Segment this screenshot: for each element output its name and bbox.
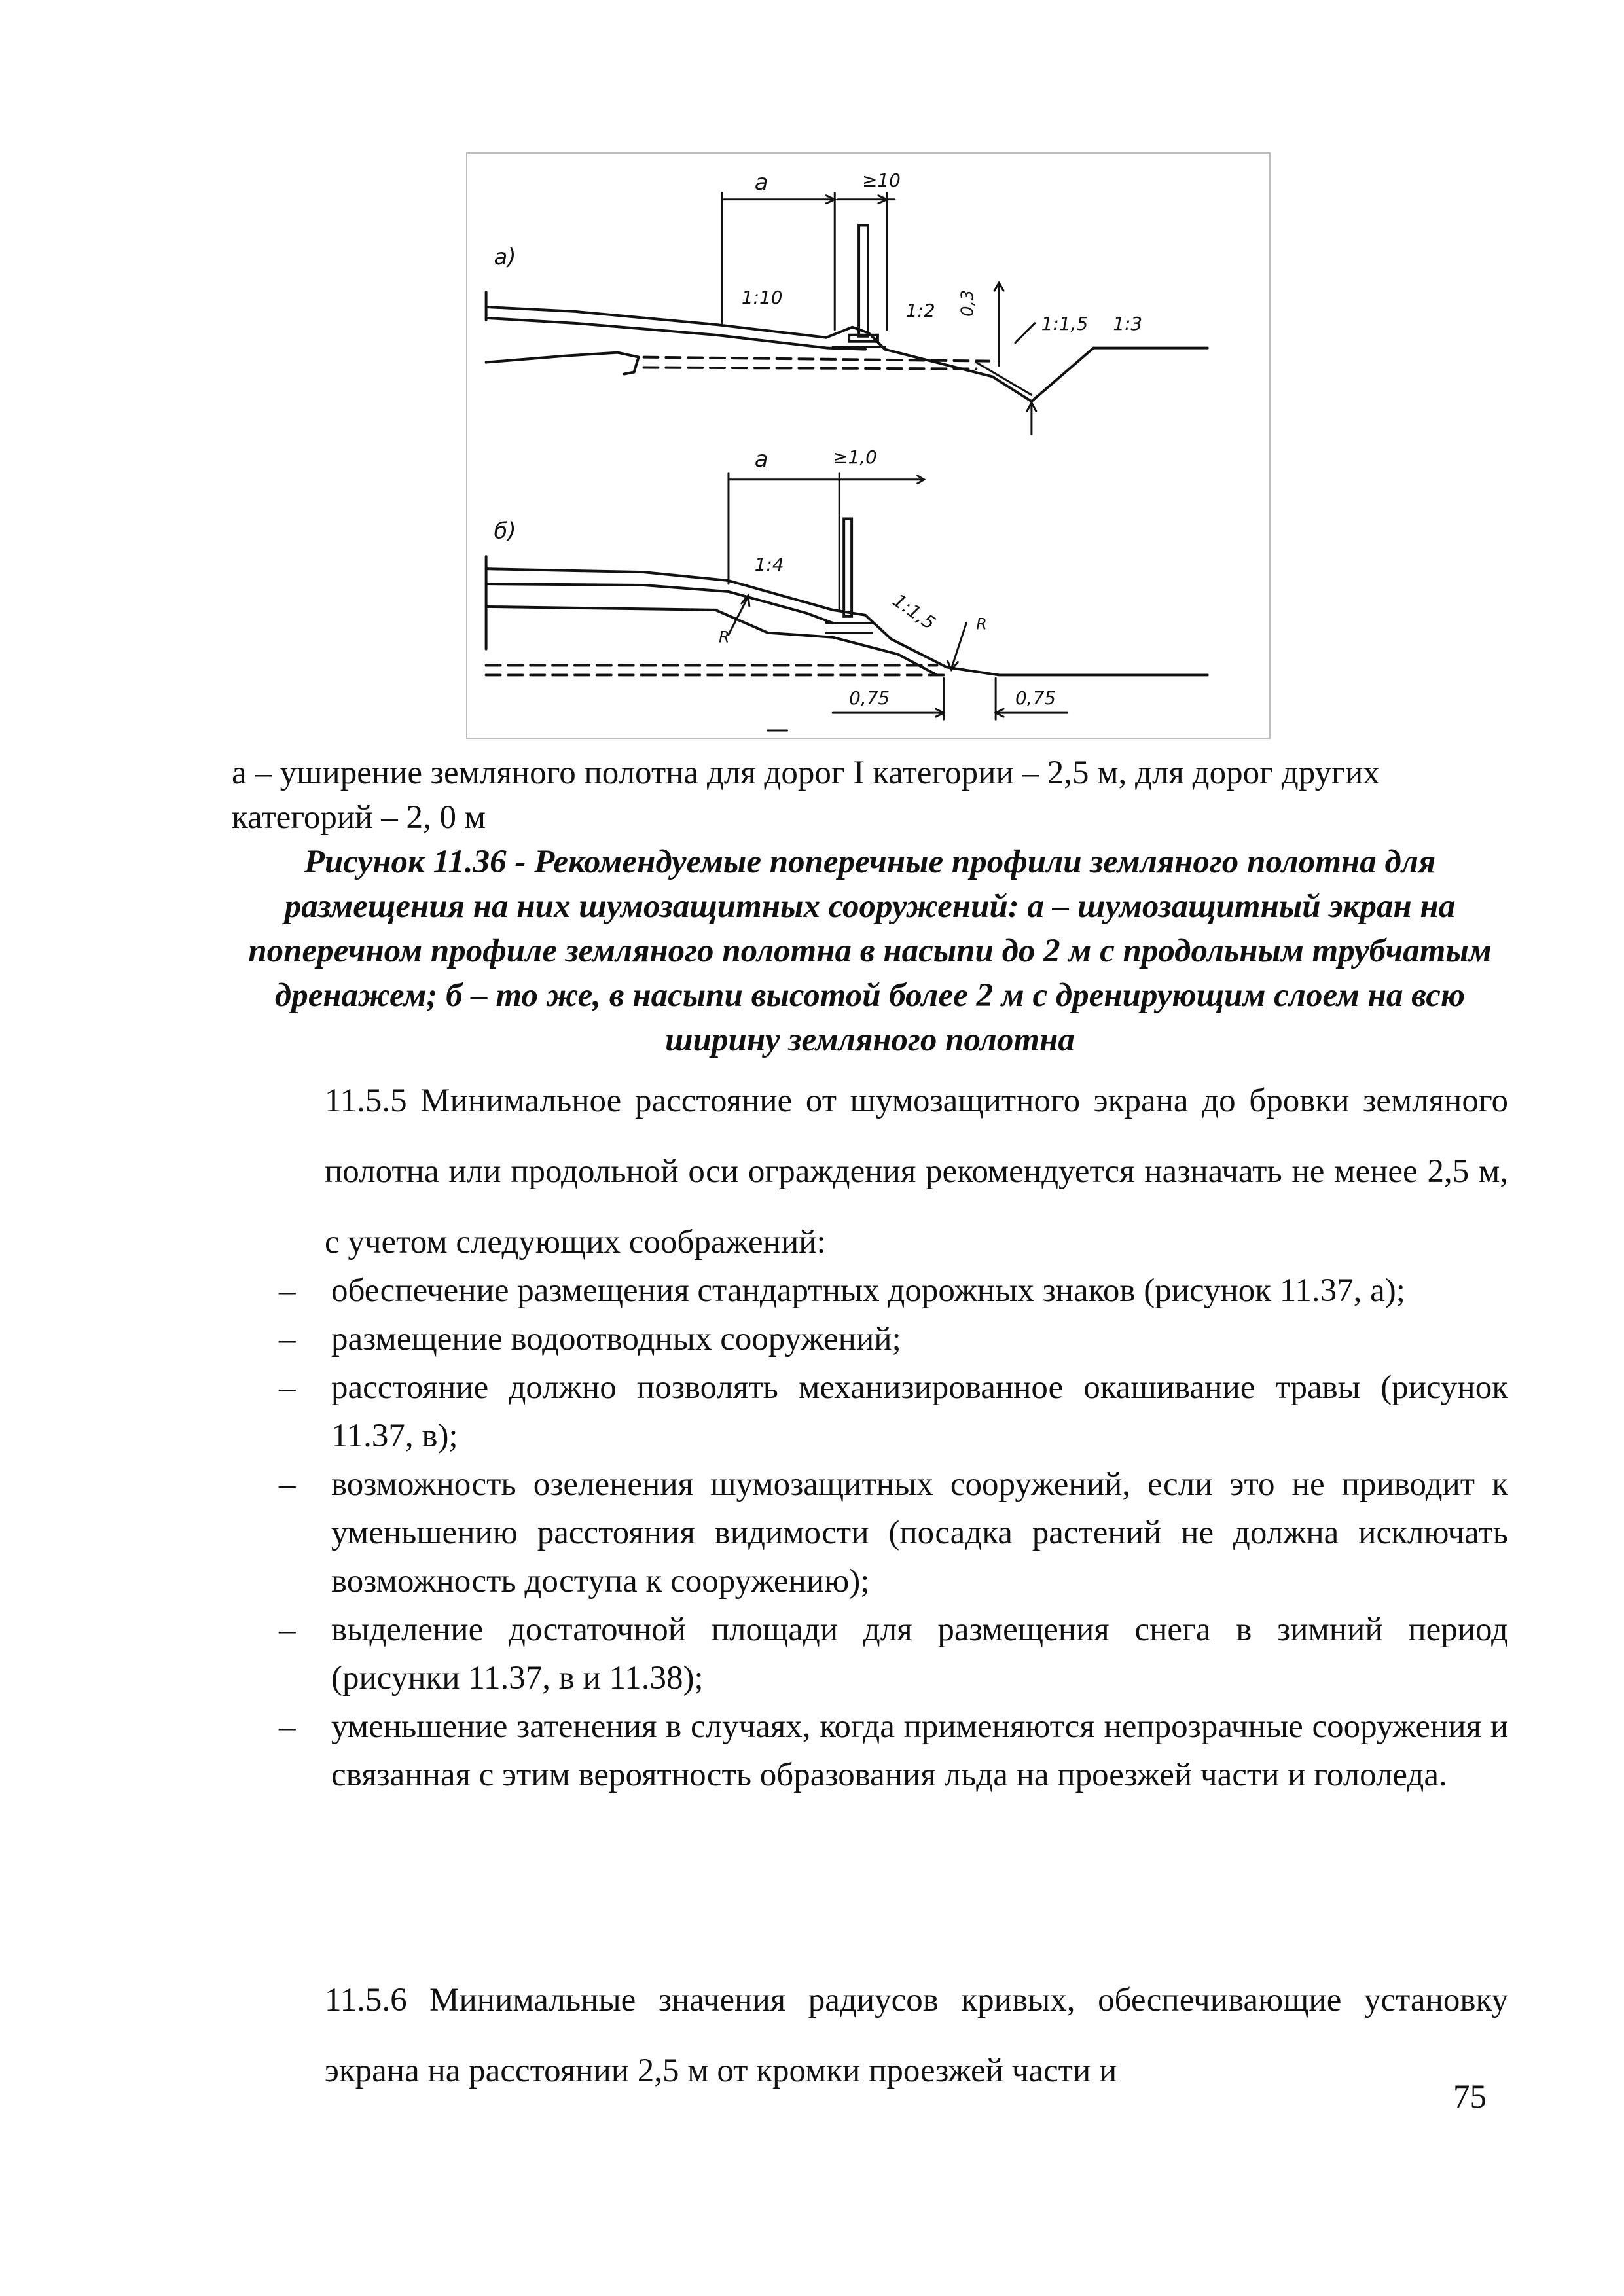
slope-1-4: 1:4 xyxy=(754,554,784,576)
considerations-list xyxy=(232,1266,1508,1799)
slope-1-15-top: 1:1,5 xyxy=(1041,312,1089,334)
profile-drawing xyxy=(467,154,1269,738)
list-item: – выделение достаточной площади для размещения снега в зимний период (рисунки 11.37, в и 11.38); xyxy=(232,1605,1508,1702)
paragraph-11-5-5-text: 11.5.5 Минимальное расстояние от шумозащитного экрана до бровки земляного полотна или продольной оси ограждения рекомендуется назначать не менее 2,5 м, с учетом следующих соображений: xyxy=(325,1083,1508,1261)
label-a: а) xyxy=(494,244,516,270)
list-dash: – xyxy=(279,1708,296,1745)
figure-cross-sections xyxy=(466,152,1271,739)
list-item: – возможность озеленения шумозащитных сооружений, если это не приводит к уменьшению расстояния видимости (посадка растений не должна исключать возможность доступа к сооружению); xyxy=(232,1460,1508,1605)
figure-caption: Рисунок 11.36 - Рекомендуемые поперечные профили земляного полотна для размещения на них шумозащитных сооружений: а – шумозащитный экран на поперечном профиле земляного полотна в насыпи до 2 м с продольным трубчатым дренажем; б – то же, в насыпи высотой более 2 м с дренирующим слоем на всю ширину земляного полотна xyxy=(248,844,1492,1058)
r-left: R xyxy=(719,628,730,647)
list-item: – размещение водоотводных сооружений; xyxy=(232,1315,1508,1363)
dim-075-left: 0,75 xyxy=(849,687,890,709)
list-dash: – xyxy=(279,1611,296,1648)
slope-1-15-bottom: 1:1,5 xyxy=(888,589,940,634)
dim-a-top: a xyxy=(754,169,768,195)
dim-ge10-bottom: ≥1,0 xyxy=(833,446,877,468)
list-item: – уменьшение затенения в случаях, когда применяются непрозрачные сооружения и связанная с этим вероятность образования льда на проезжей части и гололеда. xyxy=(232,1702,1508,1799)
dim-03: 0,3 xyxy=(958,289,978,317)
list-dash: – xyxy=(279,1321,296,1357)
list-item: – расстояние должно позволять механизированное окашивание травы (рисунок 11.37, в); xyxy=(232,1363,1508,1460)
dim-075-right: 0,75 xyxy=(1015,687,1056,709)
list-dash: – xyxy=(279,1369,296,1406)
slope-1-2: 1:2 xyxy=(905,299,935,321)
paragraph-11-5-6 xyxy=(232,1965,1508,2106)
slope-1-3: 1:3 xyxy=(1113,312,1143,334)
dim-a-bottom: a xyxy=(754,446,768,472)
figure-note: а – уширение земляного полотна для дорог I категории – 2,5 м, для дорог других категорий – 2, 0 м xyxy=(232,755,1380,836)
r-right: R xyxy=(976,615,987,634)
paragraph-11-5-6-text: 11.5.6 Минимальные значения радиусов кривых, обеспечивающие установку экрана на расстоянии 2,5 м от кромки проезжей части и xyxy=(325,1982,1508,2089)
list-item: – обеспечение размещения стандартных дорожных знаков (рисунок 11.37, а); xyxy=(232,1266,1508,1315)
slope-1-10: 1:10 xyxy=(741,286,783,308)
paragraph-11-5-5 xyxy=(232,1066,1508,1278)
list-dash: – xyxy=(279,1466,296,1503)
list-dash: – xyxy=(279,1272,296,1309)
label-b: б) xyxy=(494,518,516,544)
page-number: 75 xyxy=(1453,2079,1487,2115)
dim-ge10-top: ≥10 xyxy=(862,169,901,191)
